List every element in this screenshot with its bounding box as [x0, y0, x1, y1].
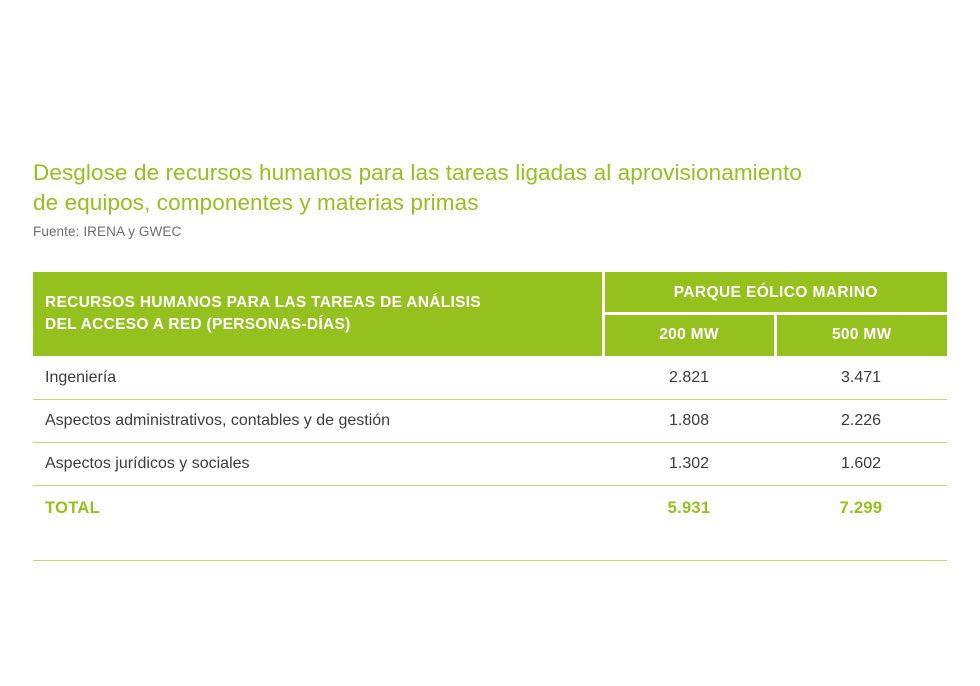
table-head — [33, 272, 947, 356]
column-header-row-label — [33, 272, 603, 356]
cell-200mw: 2.821 — [603, 356, 775, 400]
column-header-500mw: 500 MW — [775, 314, 947, 357]
table-row — [33, 356, 947, 400]
page-title-line-1: Desglose de recursos humanos para las tareas ligadas al aprovisionamiento — [33, 160, 802, 185]
column-header-200mw: 200 MW — [603, 314, 775, 357]
table-row-total — [33, 486, 947, 533]
table-bottom-rule — [33, 560, 947, 561]
table-header-row-group — [33, 272, 947, 314]
row-label-total: TOTAL — [45, 499, 100, 517]
row-label: Aspectos jurídicos y sociales — [33, 443, 603, 486]
table-row — [33, 443, 947, 486]
column-header-group-parque-eolico-marino: PARQUE EÓLICO MARINO — [603, 272, 947, 314]
source-note: Fuente: IRENA y GWEC — [33, 224, 182, 239]
page-title — [33, 158, 913, 218]
table-body — [33, 356, 947, 532]
cell-total-500mw: 7.299 — [839, 499, 883, 517]
row-label: Aspectos administrativos, contables y de gestión — [33, 400, 603, 443]
page-title-line-2: de equipos, componentes y materias primas — [33, 190, 479, 215]
cell-500mw: 1.602 — [775, 443, 947, 486]
cell-500mw: 2.226 — [775, 400, 947, 443]
cell-500mw: 3.471 — [775, 356, 947, 400]
column-header-row-label-line-1: RECURSOS HUMANOS PARA LAS TAREAS DE ANÁLISIS — [45, 294, 482, 311]
table-row — [33, 400, 947, 443]
cell-total-200mw: 5.931 — [667, 499, 711, 517]
title-block — [33, 158, 913, 239]
cell-200mw: 1.302 — [603, 443, 775, 486]
data-table — [33, 272, 947, 532]
column-header-row-label-line-2: DEL ACCESO A RED (PERSONAS-DÍAS) — [45, 316, 351, 333]
row-label: Ingeniería — [33, 356, 603, 400]
cell-200mw: 1.808 — [603, 400, 775, 443]
